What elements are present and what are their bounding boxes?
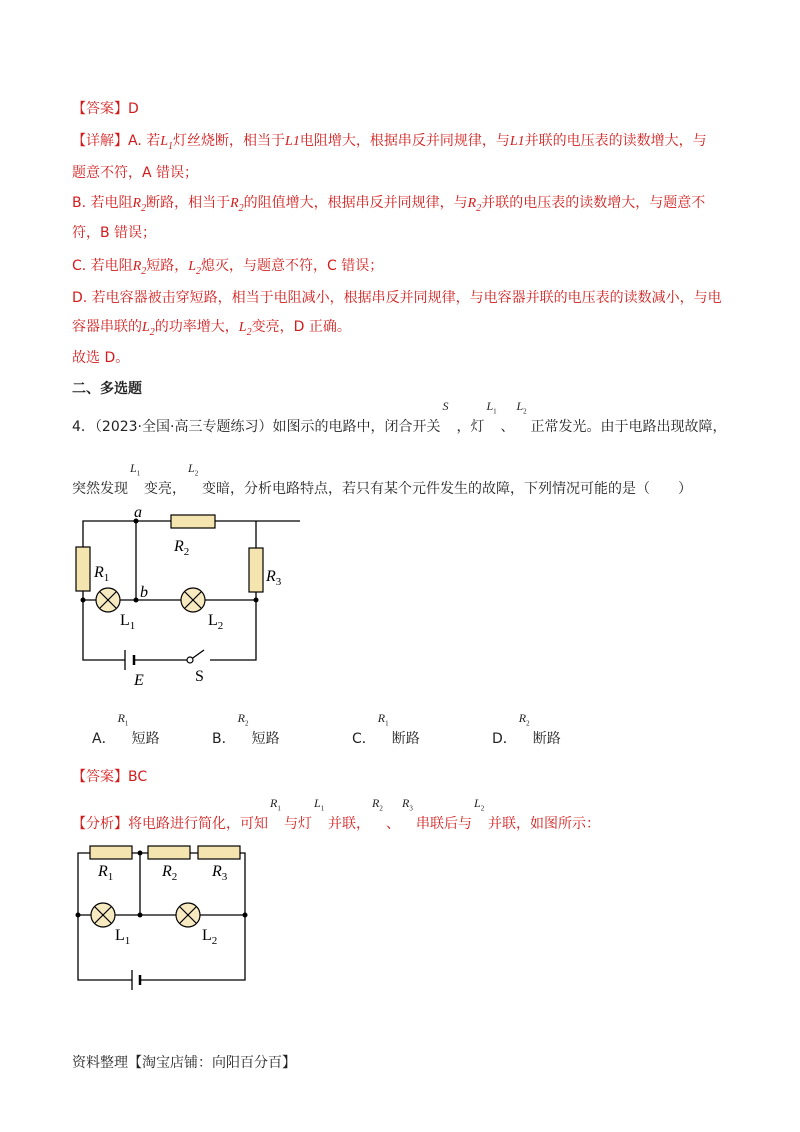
resistor-r2	[171, 515, 215, 528]
choice-b[interactable]: B． $R_2$ 短路	[212, 711, 280, 747]
answer-label: 【答案】	[72, 101, 128, 117]
detail-line-c: C. 若电阻$R_2$短路，$L_2$熄灭，与题意不符，C 错误；	[72, 258, 384, 277]
choice-a[interactable]: A． $R_1$ 短路	[92, 711, 160, 747]
choice-c[interactable]: C． $R_1$ 断路	[352, 711, 420, 747]
label-r2: $R_2$	[162, 863, 178, 883]
label-e: E	[134, 672, 144, 689]
label-a: a	[134, 505, 142, 521]
junction-top	[138, 851, 143, 856]
answer-line	[72, 98, 139, 118]
lamp-l2	[176, 903, 200, 927]
label-b: b	[140, 584, 148, 601]
answer-value: D	[128, 101, 139, 117]
label-r2: $R_2$	[174, 538, 190, 558]
resistor-r1	[76, 547, 90, 591]
label-r1: $R_1$	[98, 863, 114, 883]
choice-d[interactable]: D． $R_2$ 断路	[492, 711, 561, 747]
circuit-diagram-2	[70, 840, 255, 990]
resistor-r3	[249, 548, 263, 592]
resistor-r3	[198, 846, 240, 859]
label-s: S	[195, 668, 204, 685]
battery	[132, 970, 140, 990]
junction-right	[254, 598, 259, 603]
resistor-r1	[90, 846, 132, 859]
label-r3: $R_3$	[212, 863, 228, 883]
label-l2: $L_2$	[208, 612, 224, 632]
lamp-l2	[181, 588, 205, 612]
section-heading: 二、多选题	[72, 381, 142, 397]
analysis-line: 【分析】将电路进行简化，可知 $R_1$ 与灯 $L_1$ 并联， $R_2$ 、 $R_3$ 串联后与 $L_2$ 并联，如图所示：	[72, 796, 600, 832]
detail-line-b: B. 若电阻$R_2$断路，相当于$R_2$的阻值增大，根据串反并同规律，与$R_2$并联的电压表的读数增大，与题意不	[72, 195, 706, 214]
conclusion: 故选 D。	[72, 350, 130, 366]
footer: 资料整理【淘宝店铺：向阳百分百】	[72, 1055, 296, 1071]
detail-line-d: D. 若电容器被击穿短路，相当于电阻减小，根据串反并同规律，与电容器并联的电压表的读数减小，与电	[72, 290, 722, 306]
junction-mid	[138, 913, 143, 918]
question-4-line-2: 突然发现 $L_1$ 变亮， $L_2$ 变暗，分析电路特点，若只有某个元件发生的故障，下列情况可能的是（ ）	[72, 461, 692, 497]
detail-line-b2: 符，B 错误；	[72, 225, 157, 241]
resistor-r2	[148, 846, 190, 859]
label-l1: $L_1$	[120, 612, 136, 632]
question-4-line-1: 4．（2023·全国·高三专题练习）如图示的电路中，闭合开关 S ，灯 $L_1$ 、 $L_2$ 正常发光。由于电路出现故障，	[72, 399, 727, 435]
lamp-l1	[96, 588, 120, 612]
label-r3: $R_3$	[266, 568, 282, 588]
answer-4-line: 【答案】BC	[72, 769, 148, 785]
detail-line-d2: 容器串联的$L_2$的功率增大，$L_2$变亮，D 正确。	[72, 319, 351, 338]
label-l1: $L_1$	[115, 927, 131, 947]
detail-line-2: 题意不符，A 错误；	[72, 165, 199, 181]
switch-s	[187, 657, 193, 663]
circuit-diagram-1	[70, 505, 300, 690]
junction-left	[76, 913, 81, 918]
lamp-l1	[91, 903, 115, 927]
junction-b	[134, 598, 139, 603]
label-l2: $L_2$	[202, 927, 218, 947]
junction-left	[81, 598, 86, 603]
label-r1: $R_1$	[94, 564, 110, 584]
junction-right	[243, 913, 248, 918]
battery-e	[125, 650, 134, 670]
detail-line-1: 【详解】A. 若$L_1$灯丝烧断，相当于L1电阻增大，根据串反并同规律，与L1并联的电压表的读数增大，与	[72, 133, 707, 152]
